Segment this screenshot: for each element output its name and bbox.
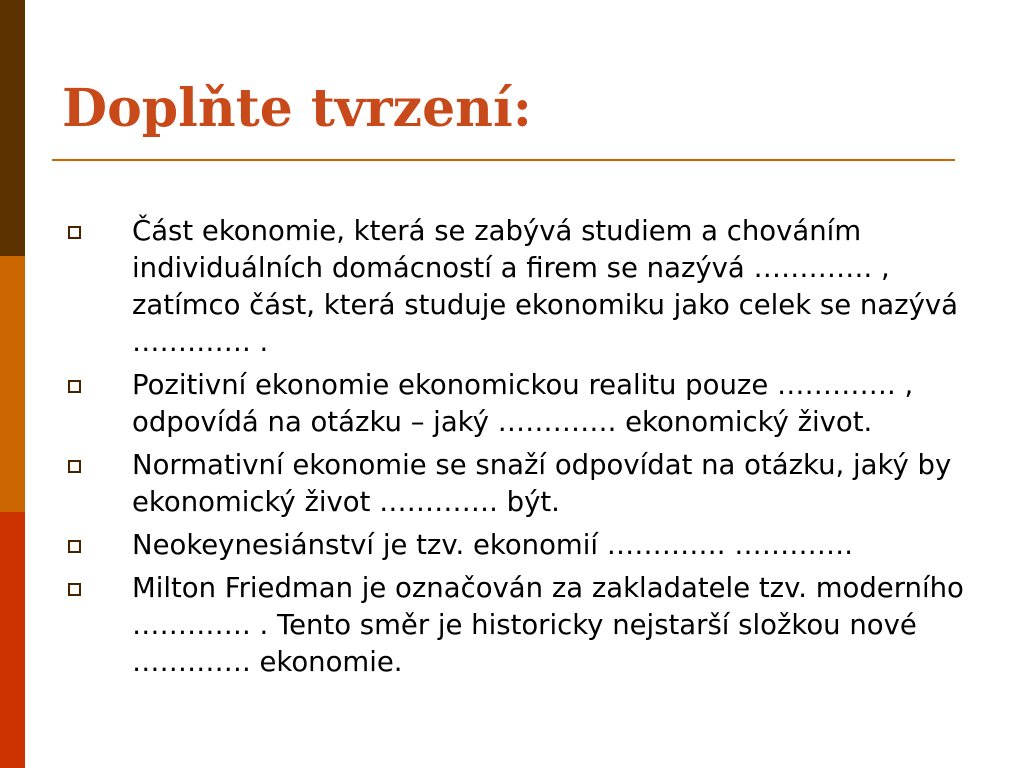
- side-bar-segment-top: [0, 0, 25, 256]
- hollow-square-icon: [68, 460, 81, 473]
- bullet-item-5: [62, 570, 982, 681]
- hollow-square-icon: [68, 380, 81, 393]
- title-underline: [52, 159, 955, 161]
- hollow-square-icon: [68, 583, 81, 596]
- bullet-item-3: [62, 447, 982, 521]
- bullet-list: [62, 213, 982, 687]
- bullet-text-4: Neokeynesiánství je tzv. ekonomií …………. ………….: [132, 529, 853, 561]
- bullet-text-3: Normativní ekonomie se snaží odpovídat na otázku, jaký by ekonomický život …………. být.: [132, 449, 952, 518]
- bullet-item-4: [62, 527, 982, 564]
- bullet-text-2: Pozitivní ekonomie ekonomickou realitu pouze …………. , odpovídá na otázku – jaký …………. ekonomický život.: [132, 369, 914, 438]
- hollow-square-icon: [68, 540, 81, 553]
- bullet-item-1: [62, 213, 982, 361]
- side-bar-segment-bottom: [0, 512, 25, 768]
- hollow-square-icon: [68, 226, 81, 239]
- bullet-text-1: Část ekonomie, která se zabývá studiem a chováním individuálních domácností a firem se nazývá …………. , zatímco část, která studuje ekonomiku jako celek se nazývá …………. .: [132, 215, 958, 358]
- bullet-text-5: Milton Friedman je označován za zakladatele tzv. moderního …………. . Tento směr je historicky nejstarší složkou nové …………. ekonomie.: [132, 572, 964, 678]
- side-bar-segment-middle: [0, 256, 25, 512]
- bullet-item-2: [62, 367, 982, 441]
- slide-title: Doplňte tvrzení:: [62, 78, 532, 139]
